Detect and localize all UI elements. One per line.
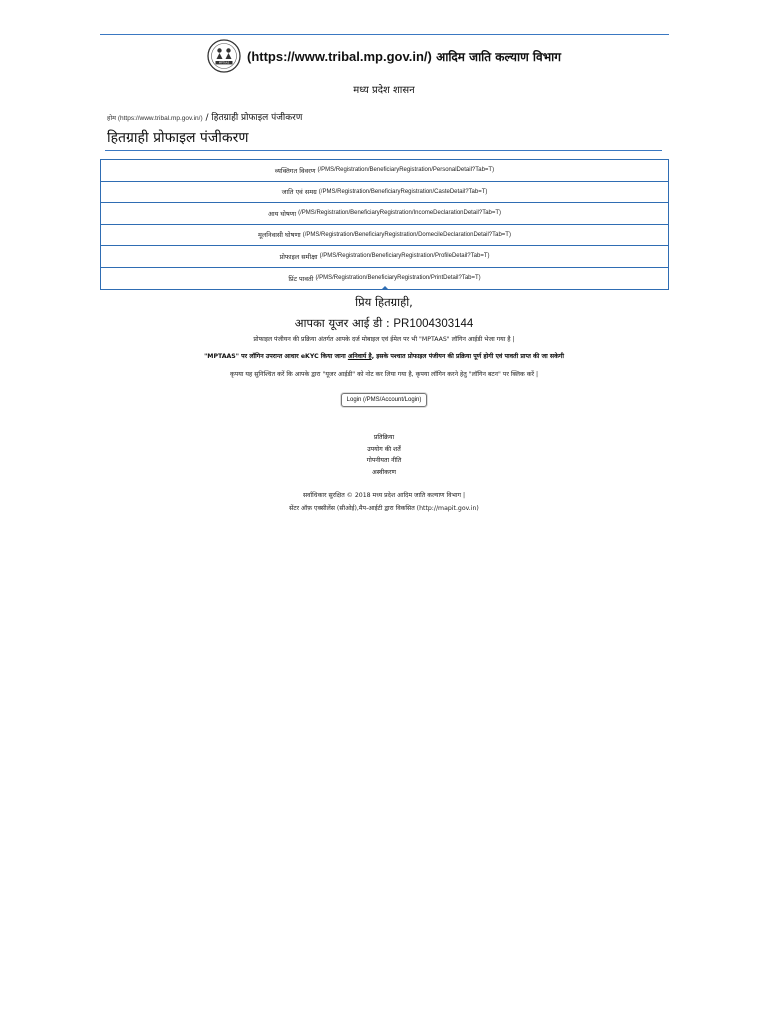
footer-link-terms[interactable]: उपयोग की शर्तें	[367, 445, 401, 453]
note-user-id-instruction: कृपया यह सुनिश्चित करें कि आपके द्वारा "यूजर आईडी" को नोट कर लिया गया है, कृपया लॉगिन करने हेतु "लॉगिन बटन" पर क्लिक करें |	[229, 371, 539, 378]
tribal-site-link[interactable]: (https://www.tribal.mp.gov.in/)	[246, 48, 432, 64]
tab-profile-review[interactable]: प्रोफाइल समीक्षा (/PMS/Registration/BeneficiaryRegistration/ProfileDetail?Tab=T)	[101, 246, 668, 268]
active-tab-caret-icon	[381, 286, 389, 290]
tab-print-receipt[interactable]: प्रिंट पावती (/PMS/Registration/BeneficiaryRegistration/PrintDetail?Tab=T)	[101, 268, 668, 290]
footer-copyright	[0, 489, 768, 515]
greeting: प्रिय हितग्राही,	[355, 295, 413, 309]
mp-tribal-emblem-icon[interactable]	[207, 39, 241, 73]
site-header	[0, 38, 768, 74]
breadcrumb-separator: /	[205, 113, 209, 123]
page-title: हितग्राही प्रोफाइल पंजीकरण	[107, 130, 249, 146]
login-button[interactable]: Login (/PMS/Account/Login)	[341, 393, 428, 407]
user-id-line	[0, 316, 768, 331]
login-button-container	[0, 386, 768, 407]
tab-domicile-declaration[interactable]: मूलनिवासी घोषणा (/PMS/Registration/BeneficiaryRegistration/DomecileDeclarationDetail?Tab=T)	[101, 225, 668, 247]
header-title	[247, 48, 561, 65]
tab-income-declaration[interactable]: आय घोषणा (/PMS/Registration/BeneficiaryRegistration/IncomeDeclarationDetail?Tab=T)	[101, 203, 668, 225]
breadcrumb	[107, 110, 302, 123]
footer-links	[0, 432, 768, 478]
footer-link-privacy[interactable]: गोपनीयता नीति	[366, 457, 402, 464]
footer-link-disclaimer[interactable]: अस्वीकरण	[372, 468, 396, 476]
registration-steps-tabs	[100, 159, 669, 290]
svg-text:MPTAAS: MPTAAS	[218, 61, 230, 65]
department-name: आदिम जाति कल्याण विभाग	[436, 49, 562, 64]
login-id-sent-notice: प्रोफाइल पंजीयन की प्रक्रिया अंतर्गत आपके दर्ज मोबाइल एवं ईमेल पर भी "MPTAAS" लॉगिन आईडी भेजा गया है |	[253, 336, 515, 343]
breadcrumb-home-link[interactable]: होम (https://www.tribal.mp.gov.in/)	[107, 114, 203, 122]
ekyc-mandatory-notice: "MPTAAS" पर लॉगिन उपरान्त आधार eKYC किया जाना अनिवार्य है, इसके पश्चात प्रोफाइल पंजीयन की प्रक्रिया पूर्ण होगी एवं पावती प्राप्त की जा सकेगी	[204, 353, 564, 360]
breadcrumb-current: हितग्राही प्रोफाइल पंजीकरण	[211, 113, 303, 123]
tab-caste-detail[interactable]: जाति एवं समग्र (/PMS/Registration/BeneficiaryRegistration/CasteDetail?Tab=T)	[101, 182, 668, 204]
copyright-text: सर्वाधिकार सुरक्षित © 2018 मध्य प्रदेश आदिम जाति कल्याण विभाग |	[302, 492, 466, 499]
title-underline	[105, 150, 662, 151]
developer-credit[interactable]: सेंटर ऑफ़ एक्सीलेंस (सीओई),मैप-आईटी द्वारा विकसित (http://mapit.gov.in)	[289, 505, 479, 512]
user-id-value: PR1004303144	[393, 318, 474, 330]
top-divider	[100, 34, 669, 35]
tab-personal-detail[interactable]: व्यक्तिगत विवरण (/PMS/Registration/BeneficiaryRegistration/PersonalDetail?Tab=T)	[101, 160, 668, 182]
footer-link-feedback[interactable]: प्रतिक्रिया	[373, 434, 395, 441]
state-government-label: मध्य प्रदेश शासन	[353, 85, 415, 96]
user-id-label: आपका यूजर आई डी :	[294, 316, 390, 330]
